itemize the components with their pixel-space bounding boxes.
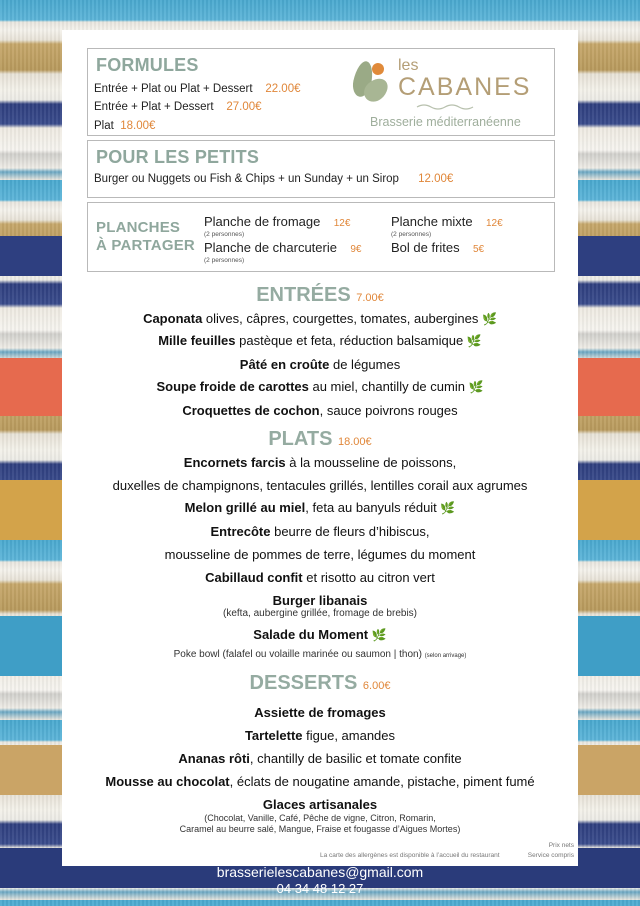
menu-item-desc: au miel, chantilly de cumin bbox=[308, 379, 465, 394]
logo-les: les bbox=[398, 57, 419, 74]
planche-name: Planche de charcuterie bbox=[204, 240, 337, 255]
menu-item-name: Soupe froide de carottes bbox=[156, 379, 309, 394]
logo-name: CABANES bbox=[398, 73, 532, 101]
planches-title-line2: À PARTAGER bbox=[96, 237, 195, 254]
menu-item-name: Mousse au chocolat bbox=[105, 774, 230, 789]
planche-item bbox=[204, 239, 361, 264]
menu-sheet bbox=[62, 30, 578, 866]
menu-item bbox=[62, 593, 578, 608]
vegetarian-leaf-icon: 🌿 bbox=[468, 380, 484, 394]
menu-item bbox=[62, 627, 578, 642]
petits-box bbox=[87, 140, 555, 198]
formule-price: 18.00€ bbox=[120, 120, 156, 132]
vegetarian-leaf-icon: 🌿 bbox=[371, 628, 387, 642]
entrees-title: ENTRÉES bbox=[256, 284, 351, 306]
desserts-heading bbox=[62, 672, 578, 695]
formules-title: FORMULES bbox=[96, 55, 199, 75]
menu-item bbox=[62, 500, 578, 515]
formule-line bbox=[94, 120, 155, 132]
menu-item-name: Entrecôte bbox=[210, 524, 271, 539]
vegetarian-leaf-icon: 🌿 bbox=[466, 334, 482, 348]
menu-item-name: Tartelette bbox=[244, 728, 303, 743]
service-note: Service compris bbox=[527, 852, 574, 859]
menu-item-desc: , chantilly de basilic et tomate confite bbox=[249, 751, 462, 766]
menu-item-desc: , feta au banyuls réduit bbox=[305, 500, 437, 515]
menu-item-name: Salade du Moment bbox=[253, 627, 369, 642]
menu-item-name: Croquettes de cochon bbox=[182, 403, 320, 418]
planches-box bbox=[87, 202, 555, 272]
formule-text: Entrée + Plat ou Plat + Dessert bbox=[94, 83, 253, 95]
menu-item-detail: Caramel au beurre salé, Mangue, Fraise et fougasse d’Aigues Mortes) bbox=[179, 824, 461, 834]
menu-item-name: Encornets farcis bbox=[183, 455, 286, 470]
prix-nets-note: Prix nets bbox=[548, 842, 574, 849]
menu-item-name: Burger libanais bbox=[272, 593, 368, 608]
petits-title: POUR LES PETITS bbox=[96, 147, 260, 167]
menu-item-desc: à la mousseline de poissons, bbox=[285, 455, 457, 470]
menu-item-desc: , sauce poivrons rouges bbox=[319, 403, 458, 418]
menu-item-detail bbox=[62, 649, 578, 660]
formule-line bbox=[94, 83, 301, 95]
salade-detail: Poke bowl (falafel ou volaille marinée ou saumon | thon) bbox=[173, 649, 422, 660]
planche-note: (2 personnes) bbox=[391, 231, 432, 238]
planche-item bbox=[204, 213, 350, 238]
petits-price: 12.00€ bbox=[418, 173, 454, 185]
desserts-title: DESSERTS bbox=[249, 672, 358, 694]
menu-item-desc: , éclats de nougatine amande, pistache, piment fumé bbox=[229, 774, 535, 789]
planche-price: 5€ bbox=[473, 244, 485, 255]
menu-item bbox=[62, 570, 578, 585]
menu-item bbox=[62, 379, 578, 394]
menu-item-name: Melon grillé au miel bbox=[184, 500, 306, 515]
menu-item-desc: mousseline de pommes de terre, légumes du moment bbox=[164, 547, 476, 562]
wave-icon bbox=[416, 103, 476, 111]
formule-price: 27.00€ bbox=[226, 101, 262, 113]
petits-line bbox=[94, 173, 453, 185]
menu-item bbox=[62, 455, 578, 470]
menu-item bbox=[62, 705, 578, 720]
planche-name: Planche de fromage bbox=[204, 214, 321, 229]
planche-price: 12€ bbox=[486, 218, 503, 229]
menu-item bbox=[62, 333, 578, 348]
allergen-note: La carte des allergènes est disponible à l’accueil du restaurant bbox=[320, 852, 500, 859]
menu-item bbox=[62, 524, 578, 539]
entrees-heading bbox=[62, 284, 578, 307]
leaf-logo-icon bbox=[350, 57, 390, 107]
menu-item-desc: de légumes bbox=[329, 357, 401, 372]
formule-line bbox=[94, 101, 262, 113]
salade-note: (selon arrivage) bbox=[424, 653, 467, 659]
planche-price: 9€ bbox=[350, 244, 362, 255]
menu-item bbox=[62, 403, 578, 418]
plats-title: PLATS bbox=[268, 428, 333, 450]
planches-title bbox=[96, 219, 195, 255]
menu-item-name: Caponata bbox=[143, 311, 203, 326]
planche-name: Planche mixte bbox=[391, 214, 473, 229]
footer-phone: 04 34 48 12 27 bbox=[276, 881, 364, 896]
menu-item bbox=[62, 751, 578, 766]
planche-note: (2 personnes) bbox=[204, 231, 245, 238]
menu-item-desc: pastèque et feta, réduction balsamique bbox=[235, 333, 464, 348]
menu-item bbox=[62, 728, 578, 743]
plats-heading bbox=[62, 428, 578, 451]
planche-name: Bol de frites bbox=[391, 240, 460, 255]
menu-item-desc: et risotto au citron vert bbox=[302, 570, 435, 585]
menu-item-desc: duxelles de champignons, tentacules grillés, lentilles corail aux agrumes bbox=[112, 478, 528, 493]
planche-price: 12€ bbox=[333, 218, 351, 229]
formule-text: Entrée + Plat + Dessert bbox=[94, 101, 214, 113]
menu-item-detail: (kefta, aubergine grillée, fromage de brebis) bbox=[223, 608, 417, 619]
plats-price: 18.00€ bbox=[337, 436, 372, 448]
planche-item bbox=[391, 239, 484, 257]
vegetarian-leaf-icon: 🌿 bbox=[440, 501, 456, 515]
menu-item-name: Cabillaud confit bbox=[205, 570, 303, 585]
vegetarian-leaf-icon: 🌿 bbox=[481, 312, 497, 326]
menu-item-name: Ananas rôti bbox=[178, 751, 250, 766]
petits-text: Burger ou Nuggets ou Fish & Chips + un Sunday + un Sirop bbox=[94, 173, 399, 185]
desserts-price: 6.00€ bbox=[362, 680, 391, 692]
menu-item bbox=[62, 478, 578, 493]
menu-item bbox=[62, 797, 578, 812]
menu-item-detail: (Chocolat, Vanille, Café, Pêche de vigne, Citron, Romarin, bbox=[204, 813, 436, 823]
menu-item-name: Glaces artisanales bbox=[262, 797, 378, 812]
menu-item bbox=[62, 547, 578, 562]
menu-item-desc: figue, amandes bbox=[302, 728, 396, 743]
logo-tagline: Brasserie méditerranéenne bbox=[370, 115, 521, 129]
planche-note: (2 personnes) bbox=[204, 257, 245, 264]
formules-box bbox=[87, 48, 555, 136]
menu-item-name: Mille feuilles bbox=[158, 333, 236, 348]
menu-item bbox=[62, 311, 578, 326]
menu-item-desc: olives, câpres, courgettes, tomates, aubergines bbox=[202, 311, 479, 326]
footer-email[interactable]: brasserielescabanes@gmail.com bbox=[216, 864, 424, 880]
formule-price: 22.00€ bbox=[265, 83, 301, 95]
formule-text: Plat bbox=[94, 120, 114, 132]
logo bbox=[350, 57, 550, 131]
menu-item-name: Pâté en croûte bbox=[239, 357, 330, 372]
menu-item-desc: beurre de fleurs d’hibiscus, bbox=[270, 524, 430, 539]
entrees-price: 7.00€ bbox=[356, 292, 384, 304]
planche-item bbox=[391, 213, 503, 238]
menu-item bbox=[62, 774, 578, 789]
planches-title-line1: PLANCHES bbox=[96, 219, 181, 236]
menu-item-name: Assiette de fromages bbox=[254, 705, 386, 720]
menu-item bbox=[62, 357, 578, 372]
